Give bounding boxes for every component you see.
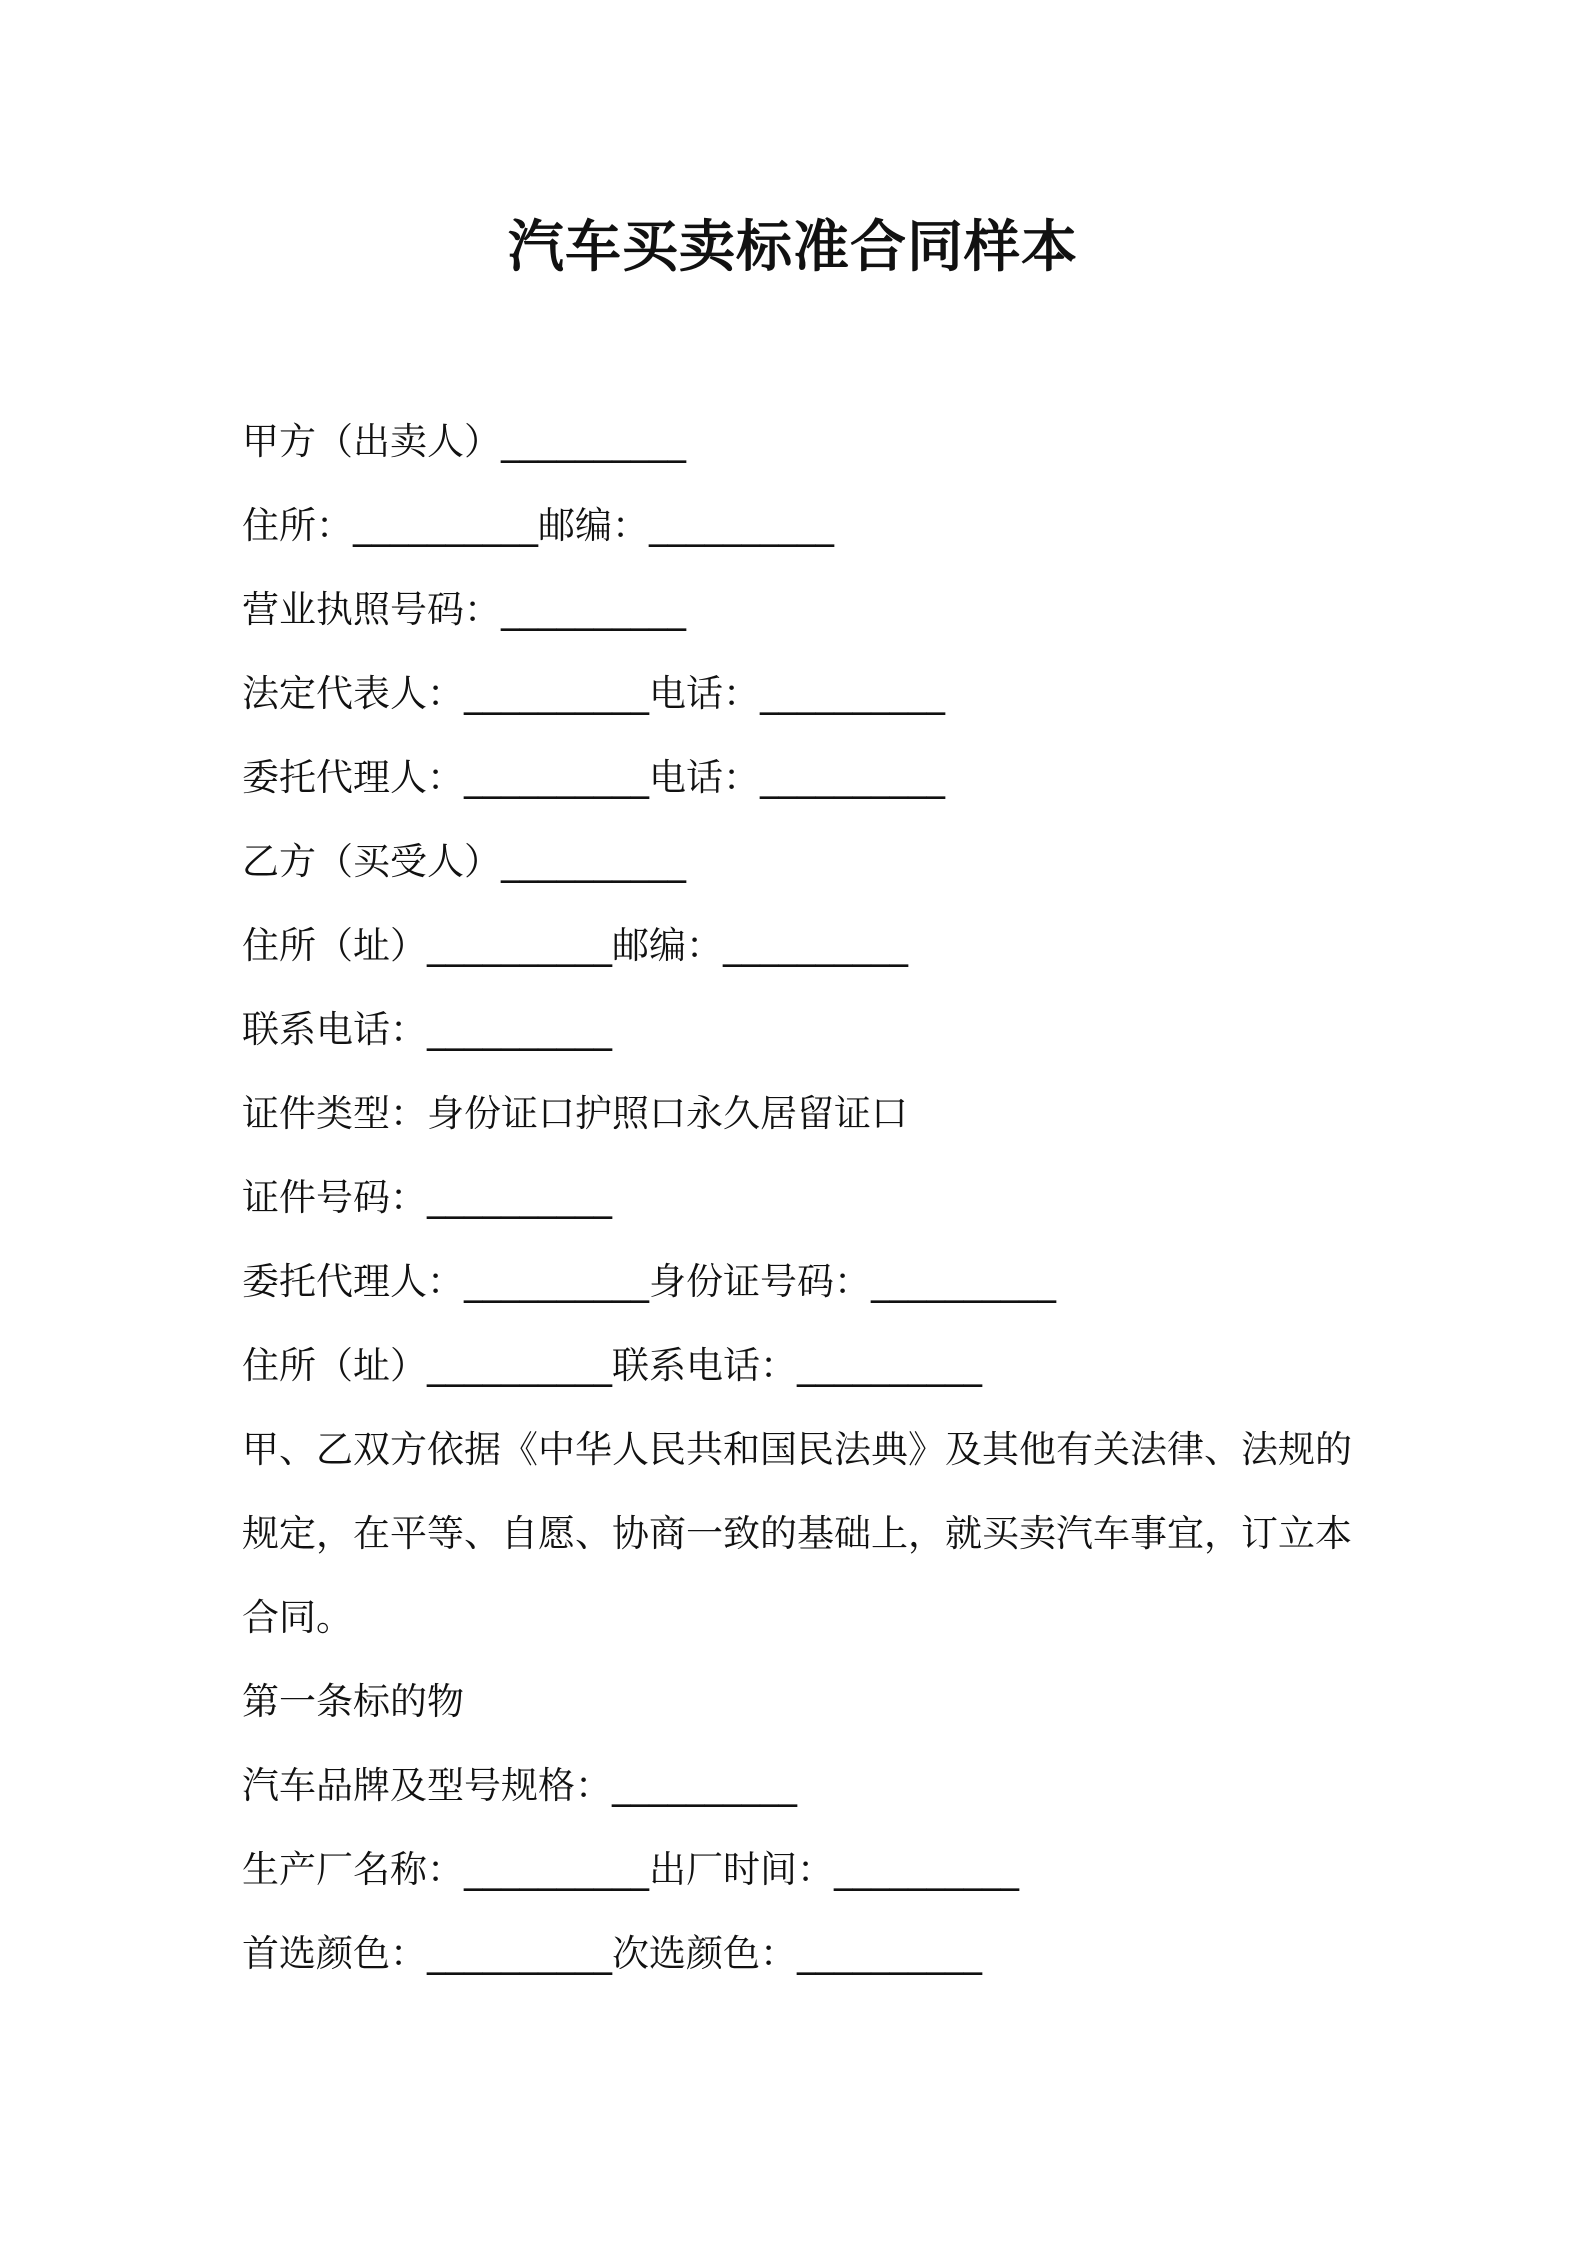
party-a-line: 甲方（出卖人）__________ xyxy=(242,420,686,463)
contract-preamble: 甲、乙双方依据《中华人民共和国民法典》及其他有关法律、法规的规定，在平等、自愿、协商一致的基础上，就买卖汽车事宜，订立本合同。 xyxy=(242,1428,1352,1639)
document-title: 汽车买卖标准合同样本 xyxy=(508,215,1078,280)
section-heading: 第一条标的物 xyxy=(242,1680,464,1723)
party-a-address-line: 住所：__________邮编：__________ xyxy=(242,504,834,547)
color-line: 首选颜色：__________次选颜色：__________ xyxy=(242,1932,982,1975)
contact-phone-line: 联系电话：__________ xyxy=(242,1008,612,1051)
vehicle-model-line: 汽车品牌及型号规格：__________ xyxy=(242,1764,797,1807)
party-b-agent-line: 委托代理人：__________身份证号码：__________ xyxy=(242,1260,1056,1303)
manufacturer-line: 生产厂名称：__________出厂时间：__________ xyxy=(242,1848,1019,1891)
business-license-line: 营业执照号码：__________ xyxy=(242,588,686,631)
id-type-line: 证件类型：身份证口护照口永久居留证口 xyxy=(242,1092,908,1135)
party-b-line: 乙方（买受人）__________ xyxy=(242,840,686,883)
party-b-address-line: 住所（址）__________邮编：__________ xyxy=(242,924,908,967)
agent-address-line: 住所（址）__________联系电话：__________ xyxy=(242,1344,982,1387)
contract-body xyxy=(242,400,1362,1996)
legal-representative-line: 法定代表人：__________电话：__________ xyxy=(242,672,945,715)
id-number-line: 证件号码：__________ xyxy=(242,1176,612,1219)
party-a-agent-line: 委托代理人：__________电话：__________ xyxy=(242,756,945,799)
